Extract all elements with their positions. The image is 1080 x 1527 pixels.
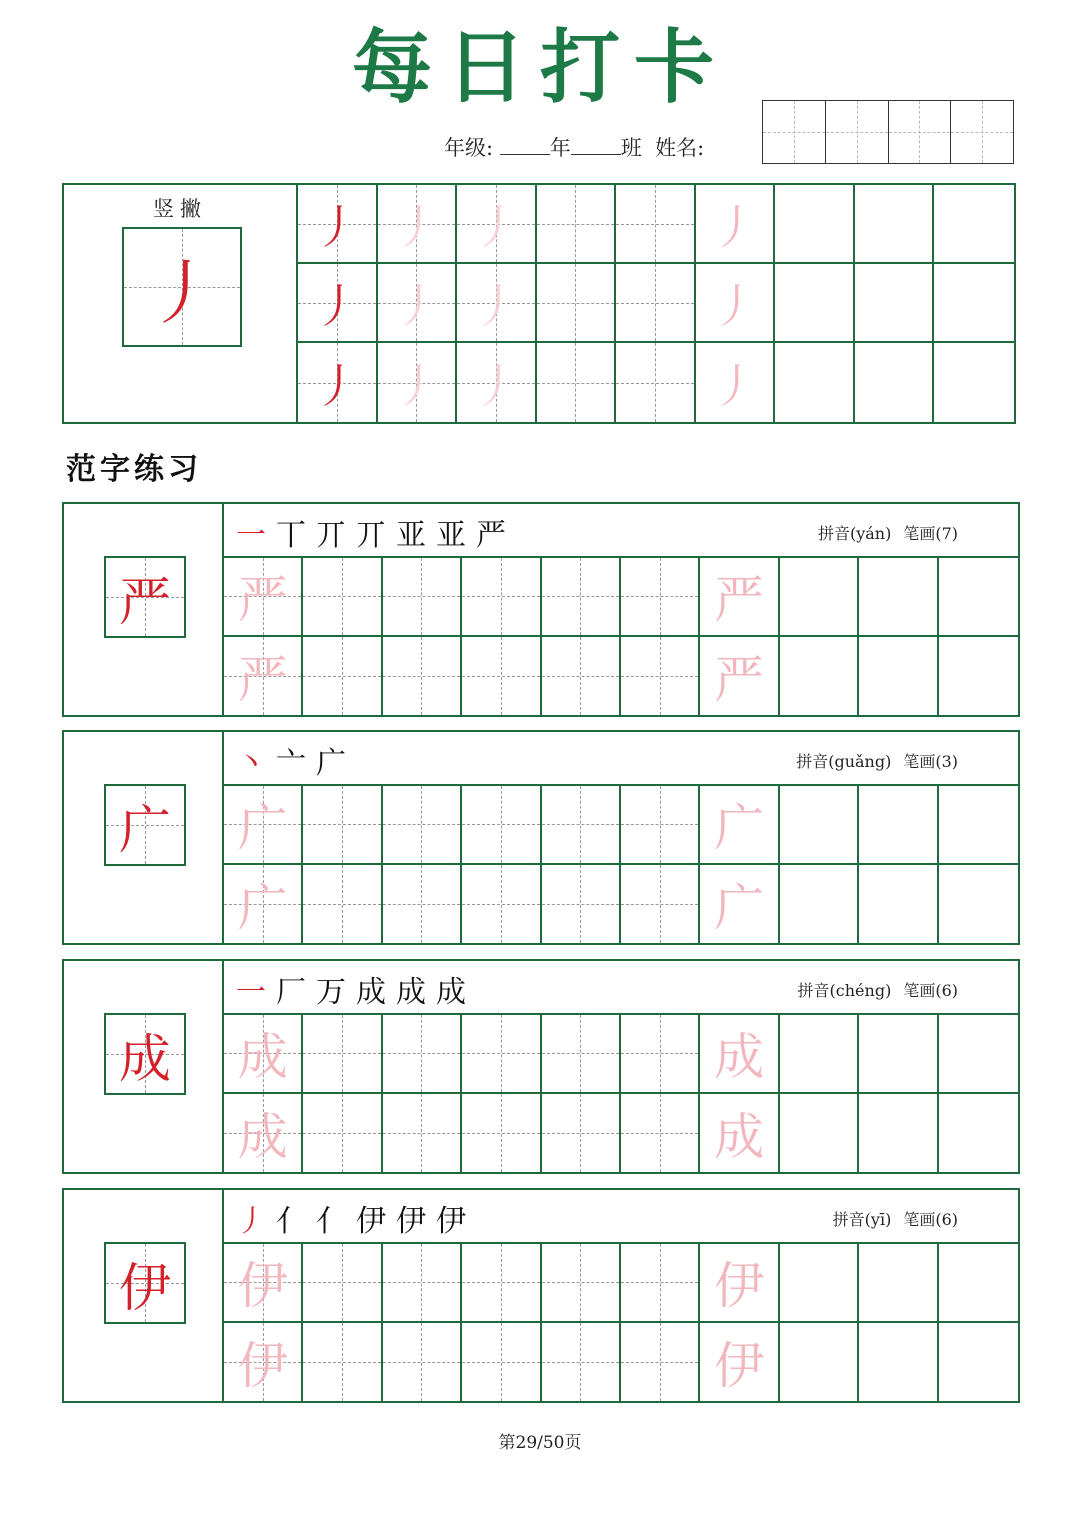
stroke-practice-cell[interactable]	[378, 264, 458, 343]
stroke-order-step: 一	[236, 518, 266, 553]
stroke-order-sequence	[236, 738, 346, 782]
name-cell[interactable]	[951, 101, 1013, 163]
character-practice-cell[interactable]	[542, 1015, 621, 1094]
character-practice-cell[interactable]	[462, 1244, 541, 1323]
character-practice-cell[interactable]	[939, 865, 1018, 944]
character-practice-block	[62, 502, 1020, 717]
stroke-count-label: 笔画(3)	[903, 752, 958, 771]
character-practice-cell[interactable]	[383, 1094, 462, 1173]
character-practice-cell[interactable]	[780, 637, 859, 716]
character-practice-cell[interactable]	[303, 637, 382, 716]
character-practice-cell[interactable]	[700, 1323, 779, 1402]
character-practice-cell[interactable]	[224, 1323, 303, 1402]
character-practice-cell[interactable]	[621, 1094, 700, 1173]
character-meta	[806, 521, 958, 544]
stroke-order-step: 万	[316, 975, 346, 1010]
stroke-trace-glyph: 丿	[313, 358, 360, 413]
character-practice-cell[interactable]	[224, 1015, 303, 1094]
character-practice-cell[interactable]	[780, 558, 859, 637]
character-sample-panel	[64, 961, 224, 1172]
character-practice-cell[interactable]	[939, 1244, 1018, 1323]
stroke-order-step: 伊	[436, 1204, 466, 1239]
stroke-order-step: 丅	[276, 518, 306, 553]
stroke-practice-cell[interactable]	[298, 264, 378, 343]
stroke-practice-cell[interactable]	[855, 185, 935, 264]
character-practice-cell[interactable]	[700, 1094, 779, 1173]
name-cell[interactable]	[826, 101, 889, 163]
stroke-practice-cell[interactable]	[696, 185, 776, 264]
stroke-trace-glyph: 丿	[711, 199, 758, 254]
character-practice-cell[interactable]	[383, 558, 462, 637]
character-practice-cell[interactable]	[303, 1094, 382, 1173]
character-practice-cell[interactable]	[700, 558, 779, 637]
stroke-trace-glyph: 丿	[393, 199, 440, 254]
character-practice-cell[interactable]	[621, 865, 700, 944]
class-label: 班	[620, 136, 642, 160]
stroke-order-step: 广	[316, 746, 346, 781]
character-practice-cell[interactable]	[303, 786, 382, 865]
character-practice-cell[interactable]	[542, 558, 621, 637]
stroke-sample-panel	[64, 185, 298, 422]
stroke-practice-cell[interactable]	[855, 264, 935, 343]
character-practice-cell[interactable]	[462, 786, 541, 865]
stroke-order-step: 亻	[276, 1204, 306, 1239]
character-practice-cell[interactable]	[462, 637, 541, 716]
section-title: 范字练习	[66, 452, 202, 487]
character-practice-cell[interactable]	[859, 1323, 938, 1402]
character-practice-cell[interactable]	[621, 558, 700, 637]
stroke-practice-cell[interactable]	[378, 343, 458, 422]
stroke-sample-glyph: 丿	[147, 251, 217, 334]
stroke-order-step: 亚	[436, 518, 466, 553]
character-practice-cell[interactable]	[859, 1094, 938, 1173]
character-practice-cell[interactable]	[383, 1015, 462, 1094]
character-practice-cell[interactable]	[621, 1015, 700, 1094]
stroke-trace-glyph: 丿	[711, 278, 758, 333]
class-blank[interactable]	[571, 136, 621, 155]
stroke-practice-grid	[298, 185, 1014, 422]
stroke-order-step: 严	[476, 518, 506, 553]
trace-glyph: 成	[237, 1028, 288, 1087]
character-practice-cell[interactable]	[939, 1323, 1018, 1402]
stroke-practice-block	[62, 183, 1016, 424]
character-practice-cell[interactable]	[780, 1015, 859, 1094]
stroke-trace-glyph: 丿	[472, 358, 519, 413]
stroke-order-step: 伊	[356, 1204, 386, 1239]
character-practice-block	[62, 730, 1020, 945]
character-practice-cell[interactable]	[542, 865, 621, 944]
stroke-practice-cell[interactable]	[537, 185, 617, 264]
character-sample-box	[104, 1242, 186, 1324]
character-sample-box	[104, 784, 186, 866]
character-practice-cell[interactable]	[542, 637, 621, 716]
stroke-count-label: 笔画(7)	[903, 524, 958, 543]
character-practice-cell[interactable]	[700, 1244, 779, 1323]
stroke-trace-glyph: 丿	[313, 278, 360, 333]
grade-label: 年级:	[444, 136, 494, 160]
character-practice-cell[interactable]	[224, 558, 303, 637]
stroke-order-step: 成	[396, 975, 426, 1010]
stroke-practice-cell[interactable]	[537, 264, 617, 343]
character-sample-box	[104, 1013, 186, 1095]
stroke-practice-cell[interactable]	[378, 185, 458, 264]
character-practice-cell[interactable]	[780, 1323, 859, 1402]
character-practice-cell[interactable]	[462, 865, 541, 944]
character-practice-cell[interactable]	[383, 865, 462, 944]
stroke-count-label: 笔画(6)	[903, 1210, 958, 1229]
character-practice-cell[interactable]	[224, 1244, 303, 1323]
character-practice-cell[interactable]	[859, 1015, 938, 1094]
character-practice-cell[interactable]	[542, 1244, 621, 1323]
character-practice-cell[interactable]	[462, 1323, 541, 1402]
stroke-order-step: 丌	[356, 518, 386, 553]
stroke-practice-cell[interactable]	[855, 343, 935, 422]
pinyin-label: 拼音(guǎng)	[796, 752, 892, 771]
character-practice-cell[interactable]	[303, 1244, 382, 1323]
stroke-order-row	[224, 732, 1018, 786]
character-practice-cell[interactable]	[621, 637, 700, 716]
trace-glyph: 广	[237, 799, 288, 858]
character-practice-cell[interactable]	[224, 865, 303, 944]
character-practice-cell[interactable]	[859, 865, 938, 944]
stroke-practice-cell[interactable]	[934, 264, 1014, 343]
character-practice-cell[interactable]	[939, 637, 1018, 716]
name-cell[interactable]	[889, 101, 952, 163]
stroke-order-step: 丶	[236, 746, 266, 781]
character-practice-cell[interactable]	[462, 1094, 541, 1173]
stroke-order-row	[224, 504, 1018, 558]
stroke-practice-cell[interactable]	[616, 343, 696, 422]
stroke-order-step: 丿	[236, 1204, 266, 1239]
name-cell[interactable]	[763, 101, 826, 163]
character-sample-glyph: 伊	[118, 1258, 171, 1319]
trace-glyph: 严	[237, 571, 288, 630]
character-practice-cell[interactable]	[621, 1323, 700, 1402]
character-practice-cell[interactable]	[780, 1094, 859, 1173]
stroke-count-label: 笔画(6)	[903, 981, 958, 1000]
trace-glyph: 广	[714, 799, 765, 858]
character-practice-cell[interactable]	[859, 558, 938, 637]
name-label: 姓名:	[655, 136, 705, 160]
stroke-order-sequence	[236, 1196, 466, 1240]
stroke-order-step: 成	[356, 975, 386, 1010]
stroke-practice-cell[interactable]	[696, 264, 776, 343]
character-practice-cell[interactable]	[780, 1244, 859, 1323]
stroke-practice-cell[interactable]	[696, 343, 776, 422]
stroke-order-step: 成	[436, 975, 466, 1010]
stroke-practice-cell[interactable]	[457, 343, 537, 422]
character-practice-cell[interactable]	[542, 1094, 621, 1173]
character-practice-grid	[224, 558, 1018, 715]
stroke-order-step: 亠	[276, 746, 306, 781]
character-sample-panel	[64, 732, 224, 943]
stroke-trace-glyph: 丿	[472, 278, 519, 333]
stroke-practice-cell[interactable]	[934, 343, 1014, 422]
stroke-trace-glyph: 丿	[393, 278, 440, 333]
stroke-sample-box	[122, 227, 242, 347]
trace-glyph: 广	[714, 878, 765, 937]
character-practice-cell[interactable]	[780, 786, 859, 865]
character-practice-cell[interactable]	[859, 637, 938, 716]
character-meta	[821, 1207, 958, 1230]
pinyin-label: 拼音(chéng)	[797, 981, 892, 1000]
student-info	[444, 132, 704, 162]
character-practice-cell[interactable]	[939, 558, 1018, 637]
year-label: 年	[549, 136, 571, 160]
stroke-name: 竖撇	[153, 197, 207, 221]
character-practice-cell[interactable]	[621, 1244, 700, 1323]
character-practice-cell[interactable]	[859, 1244, 938, 1323]
stroke-order-sequence	[236, 510, 506, 554]
trace-glyph: 伊	[237, 1336, 288, 1395]
stroke-practice-cell[interactable]	[298, 343, 378, 422]
character-practice-cell[interactable]	[621, 786, 700, 865]
character-practice-cell[interactable]	[303, 1015, 382, 1094]
stroke-practice-cell[interactable]	[775, 185, 855, 264]
character-sample-glyph: 广	[118, 800, 171, 861]
stroke-order-step: 丌	[316, 518, 346, 553]
stroke-practice-cell[interactable]	[457, 185, 537, 264]
character-practice-cell[interactable]	[939, 1015, 1018, 1094]
character-practice-cell[interactable]	[303, 1323, 382, 1402]
trace-glyph: 严	[714, 650, 765, 709]
trace-glyph: 伊	[714, 1336, 765, 1395]
trace-glyph: 伊	[714, 1257, 765, 1316]
stroke-order-step: 亻	[316, 1204, 346, 1239]
character-practice-cell[interactable]	[859, 786, 938, 865]
character-practice-cell[interactable]	[700, 637, 779, 716]
character-practice-grid	[224, 1244, 1018, 1401]
character-sample-glyph: 成	[118, 1029, 171, 1090]
character-practice-cell[interactable]	[542, 786, 621, 865]
character-practice-cell[interactable]	[224, 786, 303, 865]
character-practice-cell[interactable]	[303, 865, 382, 944]
character-practice-cell[interactable]	[224, 1094, 303, 1173]
character-practice-cell[interactable]	[224, 637, 303, 716]
stroke-practice-cell[interactable]	[934, 185, 1014, 264]
stroke-practice-cell[interactable]	[616, 264, 696, 343]
pinyin-label: 拼音(yán)	[817, 524, 892, 543]
character-practice-cell[interactable]	[939, 786, 1018, 865]
character-practice-cell[interactable]	[383, 637, 462, 716]
stroke-practice-cell[interactable]	[298, 185, 378, 264]
name-input-grid[interactable]	[762, 100, 1014, 164]
trace-glyph: 伊	[237, 1257, 288, 1316]
trace-glyph: 广	[237, 878, 288, 937]
stroke-order-step: 一	[236, 975, 266, 1010]
stroke-trace-glyph: 丿	[393, 358, 440, 413]
page-number: 第29/50页	[498, 1433, 582, 1453]
stroke-practice-cell[interactable]	[775, 264, 855, 343]
trace-glyph: 成	[714, 1028, 765, 1087]
character-practice-cell[interactable]	[462, 1015, 541, 1094]
character-practice-cell[interactable]	[939, 1094, 1018, 1173]
stroke-order-row	[224, 961, 1018, 1015]
trace-glyph: 成	[714, 1107, 765, 1166]
page-title: 每日打卡	[352, 20, 728, 114]
trace-glyph: 严	[714, 571, 765, 630]
stroke-trace-glyph: 丿	[313, 199, 360, 254]
character-practice-grid	[224, 1015, 1018, 1172]
character-practice-cell[interactable]	[700, 786, 779, 865]
character-meta	[786, 978, 958, 1001]
character-practice-cell[interactable]	[700, 865, 779, 944]
character-sample-panel	[64, 1190, 224, 1401]
trace-glyph: 严	[237, 650, 288, 709]
character-meta	[784, 749, 958, 772]
stroke-trace-glyph: 丿	[472, 199, 519, 254]
stroke-order-step: 伊	[396, 1204, 426, 1239]
character-practice-cell[interactable]	[780, 865, 859, 944]
character-practice-cell[interactable]	[383, 1323, 462, 1402]
stroke-order-sequence	[236, 967, 466, 1011]
pinyin-label: 拼音(yī)	[832, 1210, 892, 1229]
character-practice-cell[interactable]	[383, 786, 462, 865]
grade-blank[interactable]	[500, 136, 550, 155]
trace-glyph: 成	[237, 1107, 288, 1166]
character-sample-glyph: 严	[118, 572, 171, 633]
character-practice-cell[interactable]	[462, 558, 541, 637]
stroke-practice-cell[interactable]	[457, 264, 537, 343]
stroke-practice-cell[interactable]	[775, 343, 855, 422]
character-practice-grid	[224, 786, 1018, 943]
character-practice-cell[interactable]	[700, 1015, 779, 1094]
character-sample-box	[104, 556, 186, 638]
stroke-practice-cell[interactable]	[537, 343, 617, 422]
character-practice-cell[interactable]	[542, 1323, 621, 1402]
character-practice-block	[62, 959, 1020, 1174]
character-practice-cell[interactable]	[303, 558, 382, 637]
stroke-trace-glyph: 丿	[711, 358, 758, 413]
stroke-practice-cell[interactable]	[616, 185, 696, 264]
character-sample-panel	[64, 504, 224, 715]
stroke-order-row	[224, 1190, 1018, 1244]
stroke-order-step: 亚	[396, 518, 426, 553]
character-practice-cell[interactable]	[383, 1244, 462, 1323]
character-practice-block	[62, 1188, 1020, 1403]
stroke-order-step: 厂	[276, 975, 306, 1010]
